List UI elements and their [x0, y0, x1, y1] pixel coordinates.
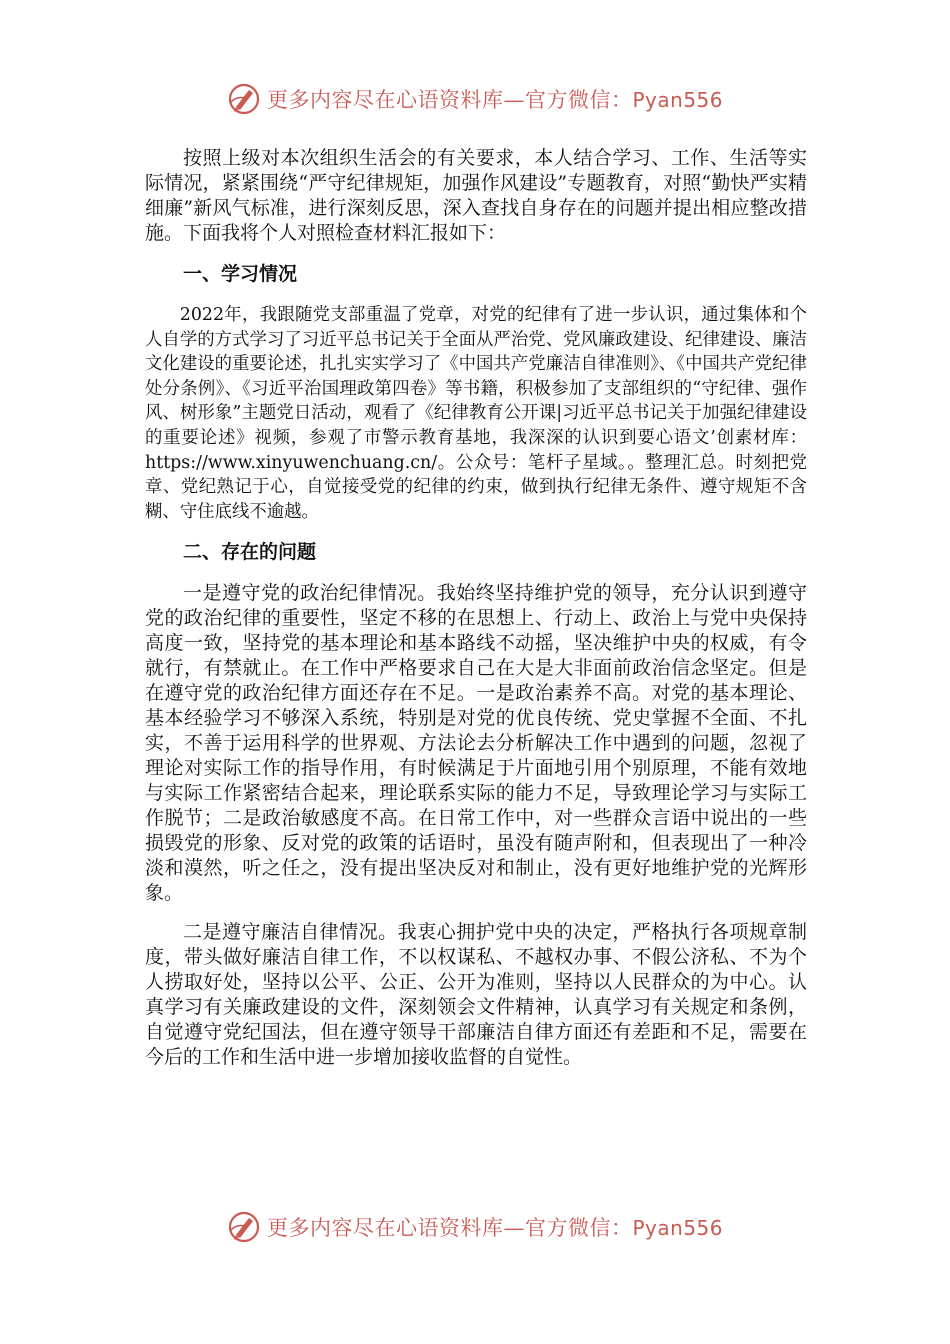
- pen-nib-circle-icon: [227, 1210, 261, 1244]
- banner-text: [267, 1212, 723, 1242]
- section-heading-problems: 二、存在的问题: [183, 541, 317, 564]
- pen-nib-circle-icon: [227, 82, 261, 116]
- banner-wechat-id: Pyan556: [632, 88, 723, 112]
- problems-political-paragraph: 一是遵守党的政治纪律情况。我始终坚持维护党的领导，充分认识到遵守党的政治纪律的重要性，坚定不移的在思想上、行动上、政治上与党中央保持高度一致，坚持党的基本理论和基本路线不动摇，坚决维护中央的权威，有令就行，有禁就止。在工作中严格要求自己在大是大非面前政治信念坚定。但是在遵守党的政治纪律方面还存在不足。一是政治素养不高。对党的基本理论、基本经验学习不够深入系统，特别是对党的优良传统、党史掌握不全面、不扎实，不善于运用科学的世界观、方法论去分析解决工作中遇到的问题，忽视了理论对实际工作的指导作用，有时候满足于片面地引用个别原理，不能有效地与实际工作紧密结合起来，理论联系实际的能力不足，导致理论学习与实际工作脱节；二是政治敏感度不高。在日常工作中，对一些群众言语中说出的一些损毁党的形象、反对党的政策的话语时，虽没有随声附和，但表现出了一种冷淡和漠然，听之任之，没有提出坚决反对和制止，没有更好地维护党的光辉形象。: [145, 582, 807, 905]
- banner-text: [267, 84, 723, 114]
- document-body: [145, 146, 807, 1070]
- banner-text-cn: 更多内容尽在心语资料库—官方微信：: [266, 1216, 633, 1240]
- section-heading-study: 一、学习情况: [183, 263, 298, 285]
- banner-text-cn: 更多内容尽在心语资料库—官方微信：: [266, 88, 633, 112]
- section-study-paragraph: 2022年，我跟随党支部重温了党章，对党的纪律有了进一步认识，通过集体和个人自学的方式学习了习近平总书记关于全面从严治党、党风廉政建设、纪律建设、廉洁文化建设的重要论述，扎扎实实学习了《中国共产党廉洁自律准则》、《中国共产党纪律处分条例》、《习近平治国理政第四卷》等书籍，积极参加了支部组织的“守纪律、强作风、树形象”主题党日活动，观看了《纪律教育公开课|习近平总书记关于加强纪律建设的重要论述》视频，参观了市警示教育基地，我深深的认识到要心语文’创素材库：https://www.xinyuwenchuang.cn/。公众号：笔杆子星域。。整理汇总。时刻把党章、党纪熟记于心，自觉接受党的纪律的约束，做到执行纪律无条件、遵守规矩不含糊、守住底线不逾越。: [145, 305, 807, 522]
- intro-paragraph: 按照上级对本次组织生活会的有关要求，本人结合学习、工作、生活等实际情况，紧紧围绕“严守纪律规矩，加强作风建设”专题教育，对照“勤快严实精细廉”新风气标准，进行深刻反思，深入查找自身存在的问题并提出相应整改措施。下面我将个人对照检查材料汇报如下：: [145, 147, 807, 244]
- header-banner: [0, 82, 950, 116]
- banner-wechat-id: Pyan556: [632, 1216, 723, 1240]
- problems-integrity-paragraph: 二是遵守廉洁自律情况。我衷心拥护党中央的决定，严格执行各项规章制度，带头做好廉洁自律工作，不以权谋私、不越权办事、不假公济私、不为个人捞取好处，坚持以公平、公正、公开为准则，坚持以人民群众的为中心。认真学习有关廉政建设的文件，深刻领会文件精神，认真学习有关规定和条例，自觉遵守党纪国法，但在遵守领导干部廉洁自律方面还有差距和不足，需要在今后的工作和生活中进一步增加接收监督的自觉性。: [145, 921, 807, 1069]
- footer-banner: [0, 1210, 950, 1244]
